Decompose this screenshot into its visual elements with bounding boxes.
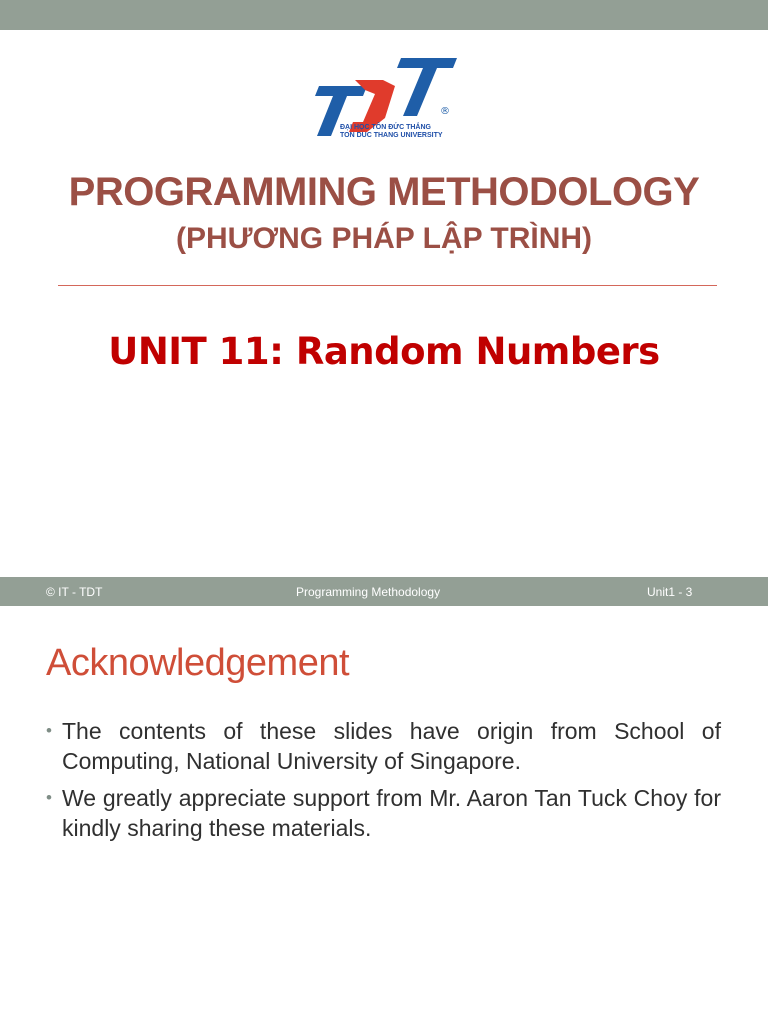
footer-course: Programming Methodology — [296, 585, 441, 599]
course-title: PROGRAMMING METHODOLOGY — [68, 170, 700, 214]
acknowledgement-title: Acknowledgement — [46, 642, 350, 684]
bullet-icon: • — [46, 788, 52, 807]
footer-copyright: © IT - TDT — [46, 585, 103, 599]
logo-caption — [340, 124, 443, 140]
acknowledgement-list — [46, 716, 721, 850]
slide-footer — [0, 577, 768, 606]
bullet-text: We greatly appreciate support from Mr. Aaron Tan Tuck Choy for kindly sharing these materials. — [62, 785, 721, 841]
registered-mark: ® — [440, 106, 450, 117]
footer-page: Unit1 - 3 — [647, 585, 693, 599]
unit-title: UNIT 11: Random Numbers — [108, 330, 660, 373]
list-item — [46, 783, 721, 843]
top-bar — [0, 0, 768, 30]
logo-caption-line-1: ĐẠI HỌC TÔN ĐỨC THẮNG — [340, 124, 431, 131]
bullet-icon: • — [46, 721, 52, 740]
title-divider — [58, 285, 717, 286]
logo-caption-line-2: TON DUC THANG UNIVERSITY — [340, 132, 443, 139]
list-item — [46, 716, 721, 776]
course-subtitle: (PHƯƠNG PHÁP LẬP TRÌNH) — [175, 222, 593, 255]
bullet-text: The contents of these slides have origin from School of Computing, National University of Singapore. — [62, 718, 721, 774]
